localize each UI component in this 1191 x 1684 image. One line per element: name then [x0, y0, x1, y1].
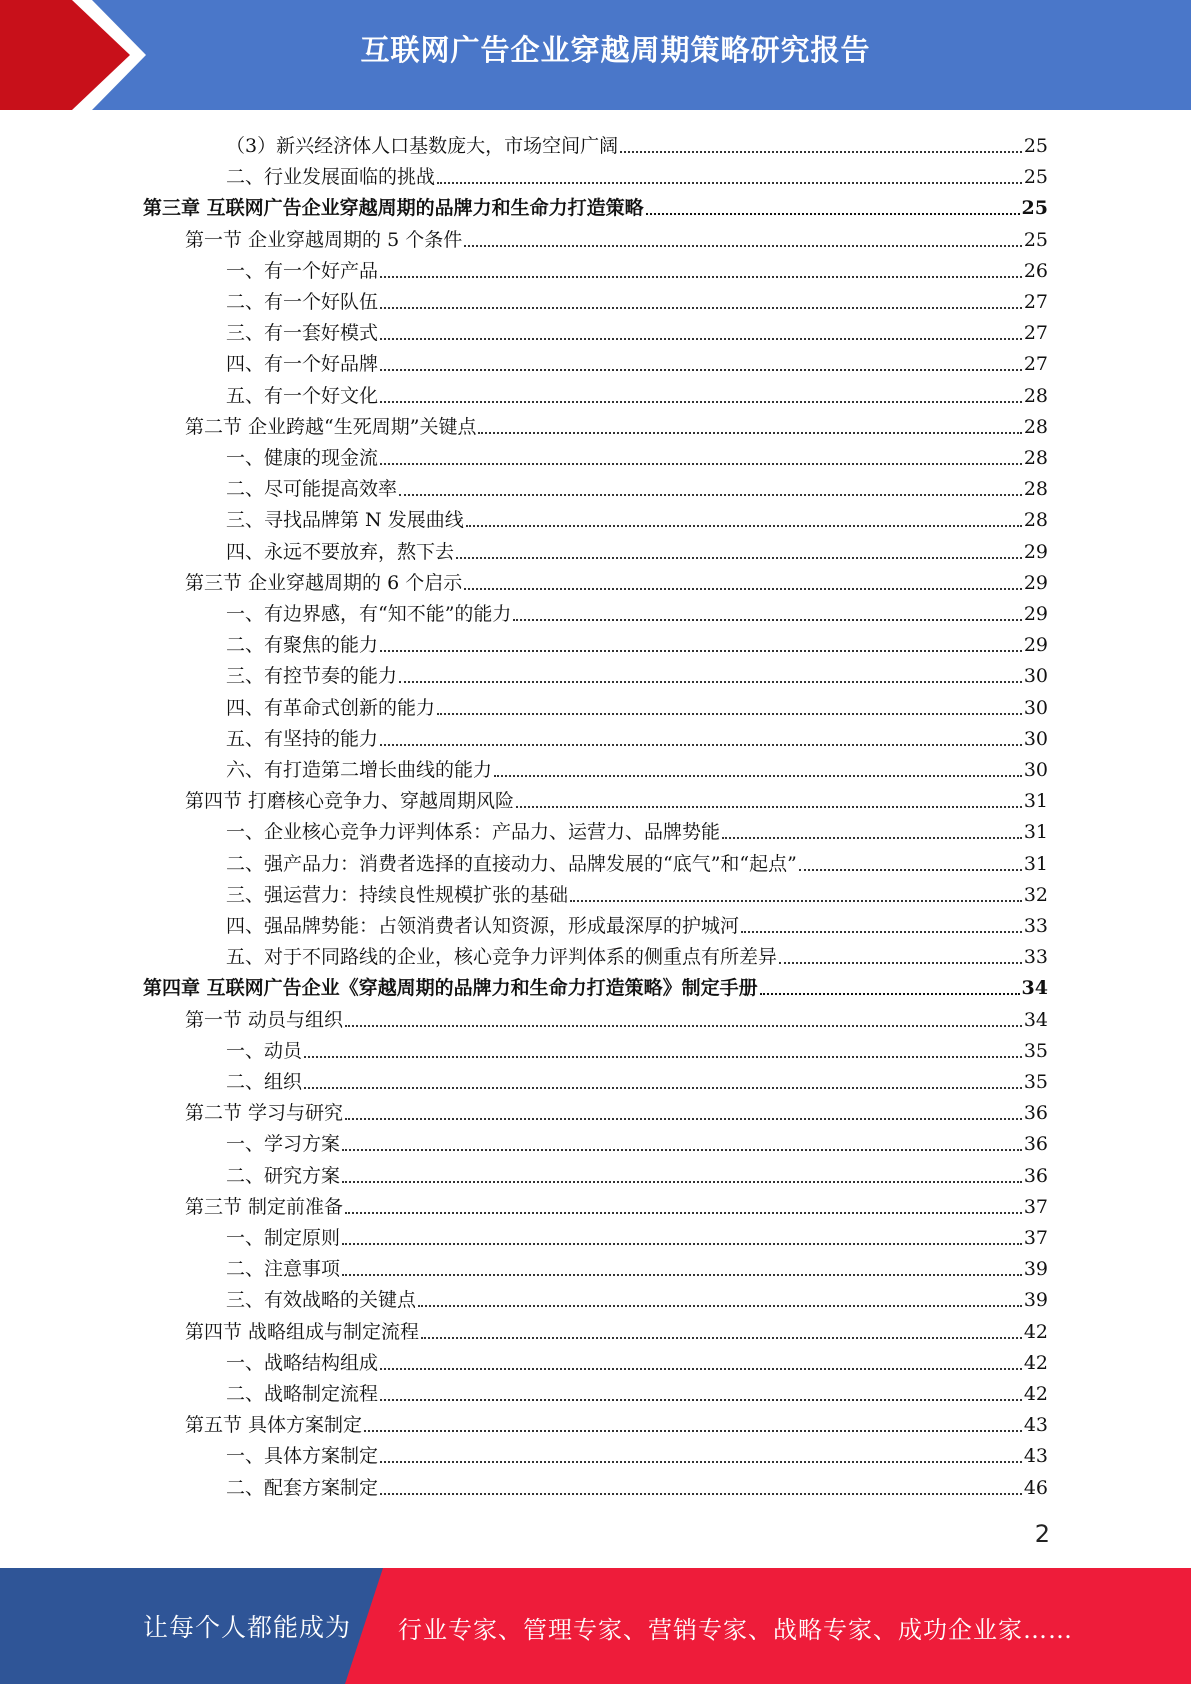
toc-page-number: 30	[1023, 697, 1048, 719]
toc-page-number: 39	[1023, 1258, 1048, 1280]
toc-entry-title: 第二节 学习与研究	[185, 1102, 344, 1124]
toc-entry-title: 第四节 战略组成与制定流程	[185, 1321, 420, 1343]
toc-entry-title: 三、有控节奏的能力	[226, 665, 398, 687]
toc-page-number: 28	[1023, 478, 1048, 500]
toc-page-number: 29	[1023, 541, 1048, 563]
toc-section-entry[interactable]	[185, 564, 1048, 595]
toc-entry-title: 一、有一个好产品	[226, 260, 379, 282]
toc-entry-title: 第四章 互联网广告企业《穿越周期的品牌力和生命力打造策略》制定手册	[143, 977, 758, 999]
toc-section-entry[interactable]	[185, 1406, 1048, 1437]
toc-entry-title: 一、具体方案制定	[226, 1445, 379, 1467]
toc-dot-leader	[478, 432, 1021, 434]
toc-dot-leader	[516, 806, 1022, 808]
toc-subsection-entry[interactable]	[226, 1032, 1048, 1063]
toc-page-number: 25	[1023, 135, 1048, 157]
toc-entry-title: 一、有边界感，有“知不能”的能力	[226, 603, 512, 625]
toc-page-number: 28	[1023, 447, 1048, 469]
toc-dot-leader	[380, 338, 1022, 340]
page-header	[0, 0, 1191, 110]
toc-page-number: 29	[1023, 634, 1048, 656]
toc-dot-leader	[437, 713, 1022, 715]
toc-entry-title: 一、健康的现金流	[226, 447, 379, 469]
toc-subsection-entry[interactable]	[226, 813, 1048, 844]
toc-dot-leader	[799, 869, 1022, 871]
toc-page-number: 34	[1023, 1009, 1048, 1031]
toc-entry-title: 三、有一套好模式	[226, 322, 379, 344]
toc-dot-leader	[437, 182, 1022, 184]
toc-page-number: 28	[1023, 385, 1048, 407]
toc-section-entry[interactable]	[185, 1188, 1048, 1219]
toc-entry-title: 五、对于不同路线的企业，核心竞争力评判体系的侧重点有所差异	[226, 946, 778, 968]
toc-dot-leader	[380, 744, 1022, 746]
toc-page-number: 28	[1023, 509, 1048, 531]
toc-dot-leader	[513, 619, 1021, 621]
toc-subsection-entry[interactable]	[226, 345, 1048, 376]
toc-page-number: 36	[1023, 1102, 1048, 1124]
toc-subsection-entry[interactable]	[226, 1250, 1048, 1281]
toc-subsection-entry[interactable]	[226, 689, 1048, 720]
toc-entry-title: 四、强品牌势能：占领消费者认知资源，形成最深厚的护城河	[226, 915, 740, 937]
toc-entry-title: 一、动员	[226, 1040, 303, 1062]
toc-page-number: 32	[1023, 884, 1048, 906]
toc-dot-leader	[570, 900, 1022, 902]
toc-page-number: 30	[1023, 728, 1048, 750]
toc-subsection-entry[interactable]	[226, 657, 1048, 688]
toc-subsection-entry[interactable]	[226, 1063, 1048, 1094]
toc-entry-title: 第一节 企业穿越周期的 5 个条件	[185, 229, 463, 251]
footer-slogan-left: 让每个人都能成为	[143, 1613, 352, 1642]
toc-dot-leader	[342, 1243, 1022, 1245]
toc-subsection-entry[interactable]	[226, 626, 1048, 657]
toc-subsection-entry[interactable]	[226, 876, 1048, 907]
toc-subsection-entry[interactable]	[226, 720, 1048, 751]
toc-subsection-entry[interactable]	[226, 595, 1048, 626]
toc-section-entry[interactable]	[185, 1001, 1048, 1032]
toc-dot-leader	[380, 307, 1022, 309]
toc-entry-title: 二、有一个好队伍	[226, 291, 379, 313]
toc-entry-title: 第三章 互联网广告企业穿越周期的品牌力和生命力打造策略	[143, 197, 644, 219]
toc-dot-leader	[466, 525, 1022, 527]
toc-dot-leader	[342, 1149, 1022, 1151]
toc-page-number: 30	[1023, 759, 1048, 781]
toc-entry-title: 二、强产品力：消费者选择的直接动力、品牌发展的“底气”和“起点”	[226, 853, 797, 875]
toc-entry-title: 三、有效战略的关键点	[226, 1289, 417, 1311]
toc-page-number: 42	[1023, 1383, 1048, 1405]
toc-entry-title: 一、制定原则	[226, 1227, 341, 1249]
toc-entry-title: 二、研究方案	[226, 1165, 341, 1187]
toc-subsection-entry[interactable]	[226, 533, 1048, 564]
toc-page-number: 36	[1023, 1165, 1048, 1187]
toc-dot-leader	[304, 1087, 1022, 1089]
toc-subsection-entry[interactable]	[226, 1344, 1048, 1375]
toc-dot-leader	[779, 962, 1022, 964]
footer-slogan-right: 行业专家、管理专家、营销专家、战略专家、成功企业家……	[398, 1616, 1073, 1644]
toc-subsection-entry[interactable]	[226, 1281, 1048, 1312]
toc-dot-leader	[380, 369, 1022, 371]
page-footer	[0, 1568, 1191, 1684]
toc-section-entry[interactable]	[185, 408, 1048, 439]
toc-page-number: 31	[1023, 821, 1048, 843]
toc-subsection-entry[interactable]	[226, 283, 1048, 314]
toc-subsection-entry[interactable]	[226, 1157, 1048, 1188]
toc-page-number: 35	[1023, 1040, 1048, 1062]
toc-dot-leader	[646, 213, 1020, 215]
toc-subsection-entry[interactable]	[226, 1469, 1048, 1500]
toc-dot-leader	[380, 276, 1022, 278]
toc-dot-leader	[345, 1212, 1022, 1214]
toc-page-number: 42	[1023, 1321, 1048, 1343]
toc-subsection-entry[interactable]	[226, 1125, 1048, 1156]
toc-entry-title: 二、尽可能提高效率	[226, 478, 398, 500]
toc-entry-title: 五、有一个好文化	[226, 385, 379, 407]
toc-dot-leader	[722, 837, 1022, 839]
toc-page-number: 28	[1023, 416, 1048, 438]
toc-subsection-entry[interactable]	[226, 845, 1048, 876]
toc-page-number: 30	[1023, 665, 1048, 687]
toc-entry-title: 二、行业发展面临的挑战	[226, 166, 436, 188]
toc-entry-title: 四、有革命式创新的能力	[226, 697, 436, 719]
toc-dot-leader	[345, 1118, 1022, 1120]
toc-page-number: 46	[1023, 1477, 1048, 1499]
toc-subsection-entry[interactable]	[226, 470, 1048, 501]
toc-dot-leader	[464, 245, 1022, 247]
toc-page-number: 29	[1023, 603, 1048, 625]
toc-page-number: 27	[1023, 322, 1048, 344]
toc-dot-leader	[494, 775, 1022, 777]
toc-dot-leader	[399, 681, 1022, 683]
toc-dot-leader	[380, 463, 1022, 465]
toc-dot-leader	[741, 931, 1022, 933]
toc-subsection-entry[interactable]	[226, 314, 1048, 345]
toc-dot-leader	[345, 1025, 1022, 1027]
toc-dot-leader	[364, 1430, 1022, 1432]
toc-entry-title: 第一节 动员与组织	[185, 1009, 344, 1031]
toc-dot-leader	[380, 1368, 1022, 1370]
toc-subsection-entry[interactable]	[226, 907, 1048, 938]
toc-section-entry[interactable]	[185, 782, 1048, 813]
toc-page-number: 27	[1023, 353, 1048, 375]
toc-page-number: 31	[1023, 790, 1048, 812]
toc-page-number: 43	[1023, 1414, 1048, 1436]
toc-dot-leader	[304, 1056, 1022, 1058]
toc-entry-title: 一、战略结构组成	[226, 1352, 379, 1374]
toc-page-number: 34	[1021, 977, 1048, 999]
toc-subsection-entry[interactable]	[226, 501, 1048, 532]
toc-subsection-entry[interactable]	[226, 127, 1048, 158]
toc-entry-title: 二、配套方案制定	[226, 1477, 379, 1499]
toc-page-number: 36	[1023, 1133, 1048, 1155]
toc-page-number: 27	[1023, 291, 1048, 313]
toc-dot-leader	[342, 1181, 1022, 1183]
toc-section-entry[interactable]	[185, 221, 1048, 252]
toc-page-number: 26	[1023, 260, 1048, 282]
toc-chapter-entry[interactable]	[143, 189, 1048, 220]
toc-entry-title: 第二节 企业跨越“生死周期”关键点	[185, 416, 477, 438]
toc-page-number: 43	[1023, 1445, 1048, 1467]
toc-page-number: 31	[1023, 853, 1048, 875]
toc-dot-leader	[760, 993, 1020, 995]
toc-entry-title: 五、有坚持的能力	[226, 728, 379, 750]
toc-dot-leader	[380, 1399, 1022, 1401]
toc-dot-leader	[342, 1274, 1022, 1276]
toc-entry-title: 二、战略制定流程	[226, 1383, 379, 1405]
toc-entry-title: 二、有聚焦的能力	[226, 634, 379, 656]
toc-section-entry[interactable]	[185, 1313, 1048, 1344]
toc-dot-leader	[380, 650, 1022, 652]
toc-page-number: 37	[1023, 1227, 1048, 1249]
report-title: 互联网广告企业穿越周期策略研究报告	[360, 33, 871, 67]
toc-entry-title: 第四节 打磨核心竞争力、穿越周期风险	[185, 790, 515, 812]
toc-page-number: 33	[1023, 946, 1048, 968]
toc-subsection-entry[interactable]	[226, 158, 1048, 189]
toc-page-number: 39	[1023, 1289, 1048, 1311]
toc-subsection-entry[interactable]	[226, 1437, 1048, 1468]
toc-entry-title: 四、有一个好品牌	[226, 353, 379, 375]
toc-entry-title: 三、寻找品牌第 N 发展曲线	[226, 509, 464, 531]
toc-entry-title: 第五节 具体方案制定	[185, 1414, 363, 1436]
toc-page-number: 33	[1023, 915, 1048, 937]
toc-section-entry[interactable]	[185, 1094, 1048, 1125]
toc-entry-title: 二、注意事项	[226, 1258, 341, 1280]
toc-dot-leader	[456, 557, 1022, 559]
toc-entry-title: 三、强运营力：持续良性规模扩张的基础	[226, 884, 569, 906]
toc-page-number: 35	[1023, 1071, 1048, 1093]
toc-subsection-entry[interactable]	[226, 439, 1048, 470]
toc-dot-leader	[380, 401, 1022, 403]
page-number: 2	[1034, 1520, 1050, 1548]
toc-dot-leader	[421, 1337, 1022, 1339]
toc-subsection-entry[interactable]	[226, 1219, 1048, 1250]
toc-dot-leader	[380, 1461, 1022, 1463]
toc-subsection-entry[interactable]	[226, 1375, 1048, 1406]
toc-entry-title: 四、永远不要放弃，熬下去	[226, 541, 455, 563]
toc-subsection-entry[interactable]	[226, 252, 1048, 283]
toc-entry-title: 第三节 制定前准备	[185, 1196, 344, 1218]
toc-page-number: 25	[1023, 166, 1048, 188]
toc-dot-leader	[464, 588, 1022, 590]
toc-dot-leader	[380, 1493, 1022, 1495]
toc-dot-leader	[620, 151, 1022, 153]
toc-chapter-entry[interactable]	[143, 969, 1048, 1000]
toc-page-number: 25	[1023, 229, 1048, 251]
toc-subsection-entry[interactable]	[226, 751, 1048, 782]
toc-entry-title: 第三节 企业穿越周期的 6 个启示	[185, 572, 463, 594]
toc-dot-leader	[399, 494, 1022, 496]
toc-page-number: 37	[1023, 1196, 1048, 1218]
toc-subsection-entry[interactable]	[226, 377, 1048, 408]
toc-entry-title: （3）新兴经济体人口基数庞大，市场空间广阔	[226, 135, 619, 157]
toc-page-number: 29	[1023, 572, 1048, 594]
toc-page-number: 25	[1021, 197, 1048, 219]
toc-page-number: 42	[1023, 1352, 1048, 1374]
toc-entry-title: 一、学习方案	[226, 1133, 341, 1155]
toc-dot-leader	[418, 1305, 1022, 1307]
toc-entry-title: 六、有打造第二增长曲线的能力	[226, 759, 493, 781]
toc-subsection-entry[interactable]	[226, 938, 1048, 969]
toc-entry-title: 二、组织	[226, 1071, 303, 1093]
toc-entry-title: 一、企业核心竞争力评判体系：产品力、运营力、品牌势能	[226, 821, 721, 843]
